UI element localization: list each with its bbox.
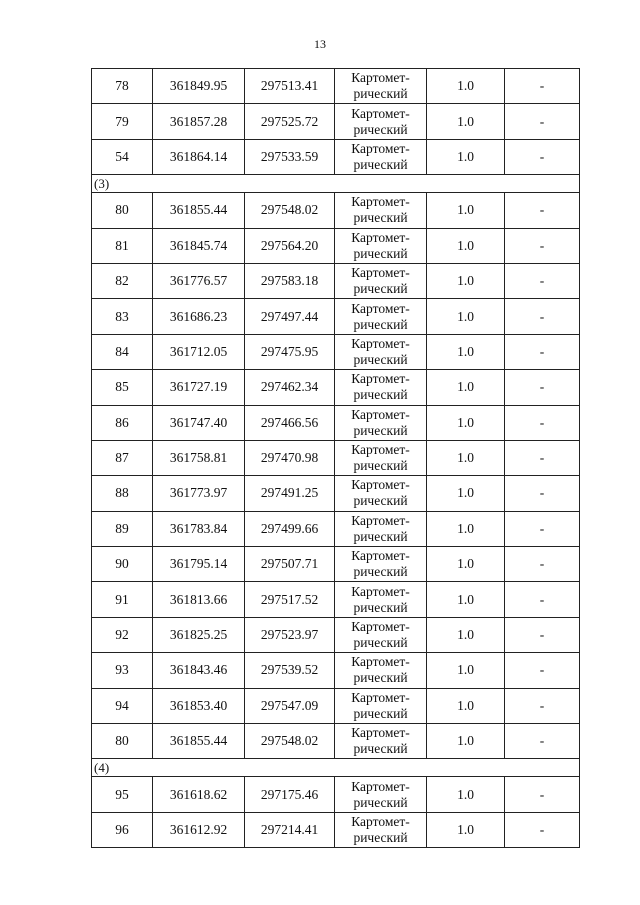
method-cell (335, 688, 427, 723)
point-number-cell: 81 (92, 228, 153, 263)
accuracy-cell: 1.0 (427, 777, 505, 812)
method-line-2: рический (353, 635, 408, 651)
y-coordinate-cell: 297523.97 (245, 617, 335, 652)
description-cell: - (505, 69, 580, 104)
accuracy-cell: 1.0 (427, 440, 505, 475)
x-coordinate-cell: 361747.40 (153, 405, 245, 440)
table-row (92, 476, 580, 511)
description-cell: - (505, 547, 580, 582)
y-coordinate-cell: 297507.71 (245, 547, 335, 582)
description-cell: - (505, 812, 580, 847)
description-cell: - (505, 299, 580, 334)
accuracy-cell: 1.0 (427, 511, 505, 546)
y-coordinate-cell: 297466.56 (245, 405, 335, 440)
method-cell (335, 405, 427, 440)
point-number-cell: 83 (92, 299, 153, 334)
table-row (92, 688, 580, 723)
method-cell (335, 476, 427, 511)
method-line-2: рический (353, 210, 408, 226)
method-line-1: Картомет- (351, 371, 410, 387)
point-number-cell: 90 (92, 547, 153, 582)
accuracy-cell: 1.0 (427, 334, 505, 369)
description-cell: - (505, 617, 580, 652)
method-line-1: Картомет- (351, 654, 410, 670)
point-number-cell: 88 (92, 476, 153, 511)
table-row (92, 263, 580, 298)
method-line-2: рический (353, 351, 408, 367)
accuracy-cell: 1.0 (427, 69, 505, 104)
method-line-1: Картомет- (351, 194, 410, 210)
description-cell: - (505, 653, 580, 688)
method-cell (335, 193, 427, 228)
point-number-cell: 78 (92, 69, 153, 104)
point-number-cell: 80 (92, 724, 153, 759)
accuracy-cell: 1.0 (427, 370, 505, 405)
accuracy-cell: 1.0 (427, 405, 505, 440)
point-number-cell: 79 (92, 104, 153, 139)
method-cell (335, 812, 427, 847)
method-line-1: Картомет- (351, 583, 410, 599)
y-coordinate-cell: 297499.66 (245, 511, 335, 546)
table-row (92, 547, 580, 582)
accuracy-cell: 1.0 (427, 104, 505, 139)
coordinates-table-body (92, 69, 580, 848)
table-row (92, 104, 580, 139)
table-row (92, 69, 580, 104)
method-line-2: рический (353, 121, 408, 137)
x-coordinate-cell: 361845.74 (153, 228, 245, 263)
point-number-cell: 96 (92, 812, 153, 847)
x-coordinate-cell: 361758.81 (153, 440, 245, 475)
y-coordinate-cell: 297491.25 (245, 476, 335, 511)
method-line-2: рический (353, 281, 408, 297)
method-cell (335, 69, 427, 104)
section-header-row (92, 759, 580, 777)
y-coordinate-cell: 297475.95 (245, 334, 335, 369)
x-coordinate-cell: 361727.19 (153, 370, 245, 405)
point-number-cell: 92 (92, 617, 153, 652)
method-line-2: рический (353, 316, 408, 332)
description-cell: - (505, 777, 580, 812)
table-row (92, 724, 580, 759)
method-cell (335, 777, 427, 812)
point-number-cell: 93 (92, 653, 153, 688)
method-cell (335, 617, 427, 652)
description-cell: - (505, 724, 580, 759)
description-cell: - (505, 440, 580, 475)
table-row (92, 812, 580, 847)
x-coordinate-cell: 361783.84 (153, 511, 245, 546)
x-coordinate-cell: 361855.44 (153, 724, 245, 759)
method-line-1: Картомет- (351, 140, 410, 156)
method-line-1: Картомет- (351, 512, 410, 528)
method-cell (335, 334, 427, 369)
method-cell (335, 724, 427, 759)
accuracy-cell: 1.0 (427, 193, 505, 228)
y-coordinate-cell: 297533.59 (245, 139, 335, 174)
table-row (92, 653, 580, 688)
method-line-2: рический (353, 156, 408, 172)
method-line-1: Картомет- (351, 814, 410, 829)
point-number-cell: 91 (92, 582, 153, 617)
page-number: 13 (314, 37, 326, 51)
method-line-1: Картомет- (351, 619, 410, 635)
y-coordinate-cell: 297564.20 (245, 228, 335, 263)
method-line-2: рический (353, 599, 408, 615)
method-cell (335, 582, 427, 617)
point-number-cell: 84 (92, 334, 153, 369)
accuracy-cell: 1.0 (427, 724, 505, 759)
table-row (92, 334, 580, 369)
method-line-1: Картомет- (351, 335, 410, 351)
y-coordinate-cell: 297539.52 (245, 653, 335, 688)
x-coordinate-cell: 361795.14 (153, 547, 245, 582)
table-row (92, 139, 580, 174)
method-cell (335, 370, 427, 405)
method-cell (335, 547, 427, 582)
description-cell: - (505, 370, 580, 405)
method-line-2: рический (353, 705, 408, 721)
table-row (92, 777, 580, 812)
point-number-cell: 94 (92, 688, 153, 723)
x-coordinate-cell: 361849.95 (153, 69, 245, 104)
point-number-cell: 89 (92, 511, 153, 546)
coordinates-table (91, 68, 580, 848)
method-cell (335, 263, 427, 298)
method-line-2: рический (353, 387, 408, 403)
method-line-2: рический (353, 86, 408, 102)
accuracy-cell: 1.0 (427, 263, 505, 298)
method-cell (335, 299, 427, 334)
y-coordinate-cell: 297470.98 (245, 440, 335, 475)
method-cell (335, 440, 427, 475)
x-coordinate-cell: 361843.46 (153, 653, 245, 688)
method-cell (335, 104, 427, 139)
accuracy-cell: 1.0 (427, 582, 505, 617)
y-coordinate-cell: 297214.41 (245, 812, 335, 847)
method-line-1: Картомет- (351, 70, 410, 86)
point-number-cell: 80 (92, 193, 153, 228)
x-coordinate-cell: 361612.92 (153, 812, 245, 847)
method-line-2: рический (353, 493, 408, 509)
y-coordinate-cell: 297583.18 (245, 263, 335, 298)
point-number-cell: 85 (92, 370, 153, 405)
table-row (92, 299, 580, 334)
method-line-2: рический (353, 830, 408, 845)
method-line-2: рический (353, 741, 408, 757)
x-coordinate-cell: 361855.44 (153, 193, 245, 228)
method-line-2: рический (353, 245, 408, 261)
method-line-2: рический (353, 564, 408, 580)
description-cell: - (505, 511, 580, 546)
method-line-2: рический (353, 458, 408, 474)
method-line-1: Картомет- (351, 105, 410, 121)
method-cell (335, 139, 427, 174)
point-number-cell: 82 (92, 263, 153, 298)
table-row (92, 617, 580, 652)
table-row (92, 440, 580, 475)
accuracy-cell: 1.0 (427, 139, 505, 174)
x-coordinate-cell: 361857.28 (153, 104, 245, 139)
method-line-2: рический (353, 528, 408, 544)
accuracy-cell: 1.0 (427, 476, 505, 511)
method-line-1: Картомет- (351, 548, 410, 564)
x-coordinate-cell: 361853.40 (153, 688, 245, 723)
accuracy-cell: 1.0 (427, 688, 505, 723)
y-coordinate-cell: 297517.52 (245, 582, 335, 617)
method-line-2: рический (353, 422, 408, 438)
y-coordinate-cell: 297548.02 (245, 724, 335, 759)
method-line-1: Картомет- (351, 477, 410, 493)
description-cell: - (505, 582, 580, 617)
x-coordinate-cell: 361618.62 (153, 777, 245, 812)
description-cell: - (505, 476, 580, 511)
point-number-cell: 86 (92, 405, 153, 440)
section-label: (3) (92, 175, 580, 193)
point-number-cell: 87 (92, 440, 153, 475)
method-line-1: Картомет- (351, 265, 410, 281)
y-coordinate-cell: 297497.44 (245, 299, 335, 334)
x-coordinate-cell: 361825.25 (153, 617, 245, 652)
accuracy-cell: 1.0 (427, 812, 505, 847)
method-line-1: Картомет- (351, 442, 410, 458)
method-cell (335, 653, 427, 688)
table-row (92, 511, 580, 546)
method-line-1: Картомет- (351, 725, 410, 741)
y-coordinate-cell: 297547.09 (245, 688, 335, 723)
method-line-2: рический (353, 794, 408, 810)
x-coordinate-cell: 361813.66 (153, 582, 245, 617)
method-cell (335, 228, 427, 263)
y-coordinate-cell: 297548.02 (245, 193, 335, 228)
accuracy-cell: 1.0 (427, 547, 505, 582)
description-cell: - (505, 334, 580, 369)
accuracy-cell: 1.0 (427, 653, 505, 688)
description-cell: - (505, 139, 580, 174)
section-label: (4) (92, 759, 580, 777)
description-cell: - (505, 193, 580, 228)
method-cell (335, 511, 427, 546)
point-number-cell: 54 (92, 139, 153, 174)
table-row (92, 228, 580, 263)
description-cell: - (505, 104, 580, 139)
y-coordinate-cell: 297462.34 (245, 370, 335, 405)
y-coordinate-cell: 297175.46 (245, 777, 335, 812)
table-row (92, 370, 580, 405)
table-row (92, 582, 580, 617)
accuracy-cell: 1.0 (427, 299, 505, 334)
x-coordinate-cell: 361686.23 (153, 299, 245, 334)
x-coordinate-cell: 361864.14 (153, 139, 245, 174)
method-line-1: Картомет- (351, 689, 410, 705)
description-cell: - (505, 405, 580, 440)
table-row (92, 405, 580, 440)
method-line-1: Картомет- (351, 778, 410, 794)
table-row (92, 193, 580, 228)
point-number-cell: 95 (92, 777, 153, 812)
method-line-1: Картомет- (351, 229, 410, 245)
method-line-2: рический (353, 670, 408, 686)
section-header-row (92, 175, 580, 193)
y-coordinate-cell: 297513.41 (245, 69, 335, 104)
accuracy-cell: 1.0 (427, 617, 505, 652)
x-coordinate-cell: 361773.97 (153, 476, 245, 511)
method-line-1: Картомет- (351, 406, 410, 422)
description-cell: - (505, 263, 580, 298)
method-line-1: Картомет- (351, 300, 410, 316)
accuracy-cell: 1.0 (427, 228, 505, 263)
description-cell: - (505, 228, 580, 263)
y-coordinate-cell: 297525.72 (245, 104, 335, 139)
x-coordinate-cell: 361776.57 (153, 263, 245, 298)
x-coordinate-cell: 361712.05 (153, 334, 245, 369)
description-cell: - (505, 688, 580, 723)
